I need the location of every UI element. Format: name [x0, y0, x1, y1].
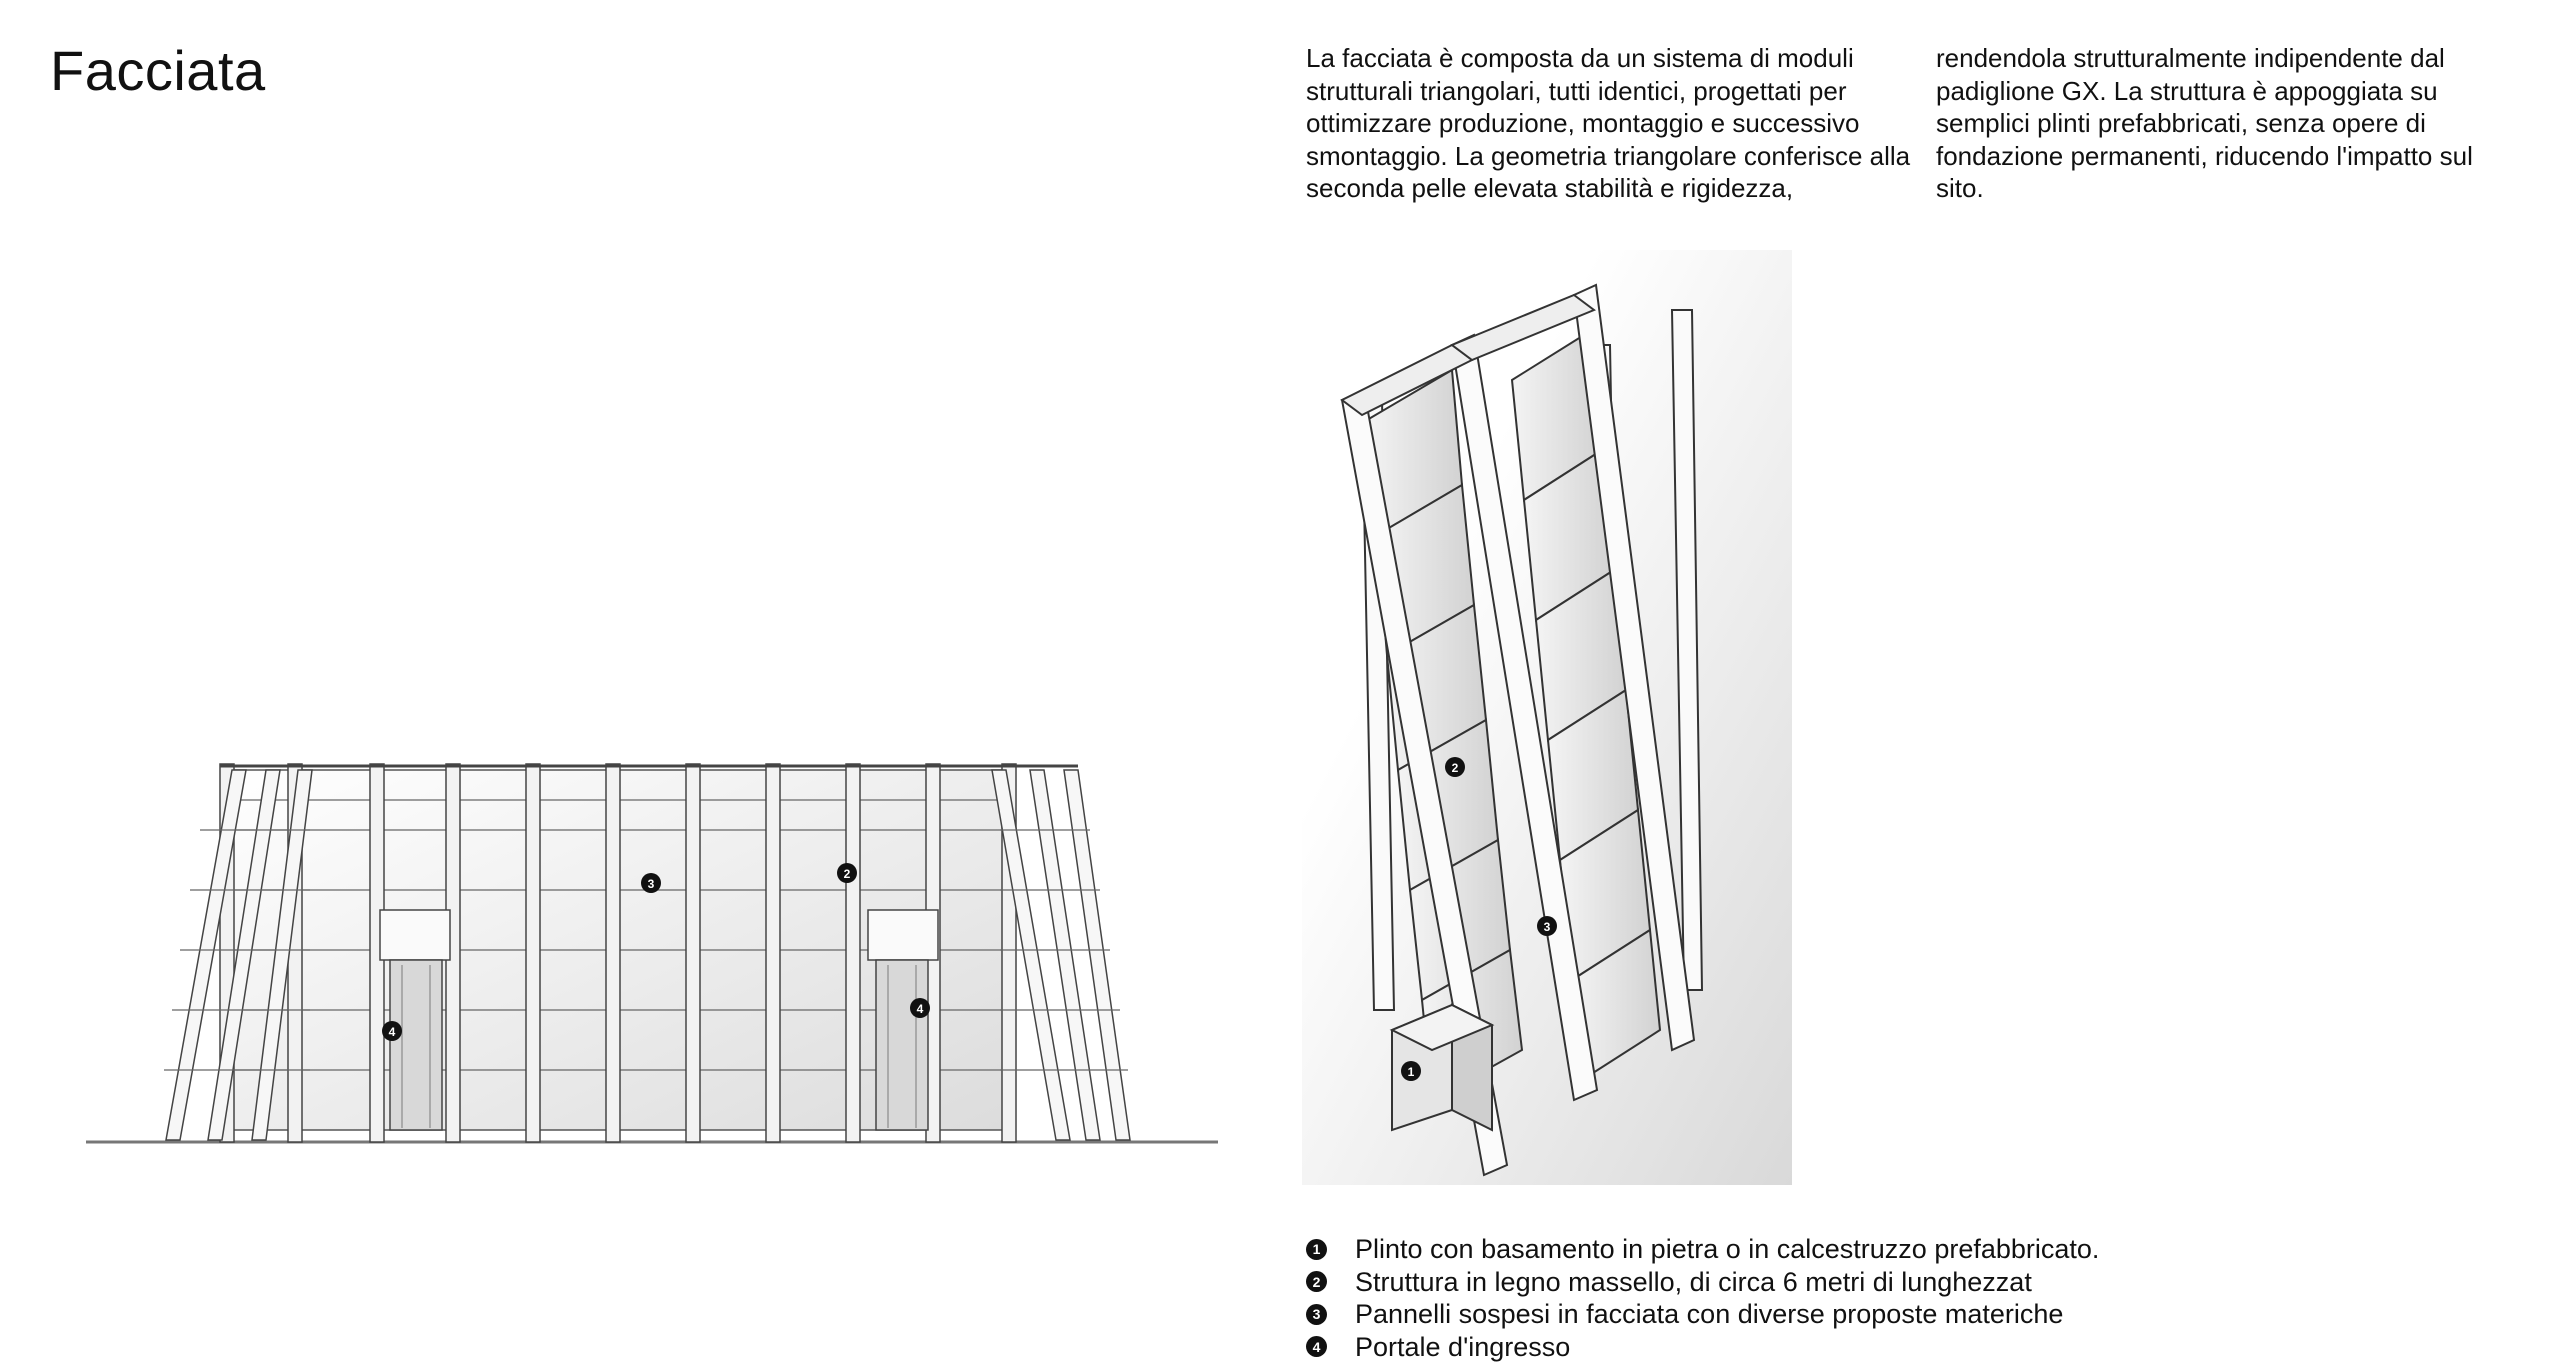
svg-text:3: 3 — [1544, 920, 1551, 934]
svg-text:4: 4 — [917, 1002, 924, 1016]
marker-2-elevation — [837, 863, 857, 883]
description-column-1: La facciata è composta da un sistema di moduli strutturali triangolari, tutti identici, progettati per ottimizzare produzione, montaggio e successivo smontaggio. La geometria triangolare conferisce alla seconda pelle elevata stabilità e rigidezza, — [1306, 42, 1916, 205]
legend-number-4: 4 — [1306, 1336, 1327, 1357]
marker-1-module — [1401, 1061, 1421, 1081]
description-column-2: rendendola strutturalmente indipendente dal padiglione GX. La struttura è appoggiata su semplici plinti prefabbricati, senza opere di fondazione permanenti, riducendo l'impatto sul sito. — [1936, 42, 2526, 205]
legend-item — [1306, 1331, 2099, 1363]
svg-text:2: 2 — [844, 867, 851, 881]
marker-3-elevation — [641, 873, 661, 893]
legend-item — [1306, 1233, 2099, 1266]
marker-3-module — [1537, 916, 1557, 936]
marker-4-elevation-left — [382, 1021, 402, 1041]
entrance-portal-left — [380, 910, 450, 1130]
legend-text: Plinto con basamento in pietra o in calcestruzzo prefabbricato. — [1355, 1233, 2099, 1266]
page-title: Facciata — [50, 38, 266, 103]
facade-elevation-drawing — [80, 750, 1230, 1150]
svg-text:1: 1 — [1408, 1065, 1415, 1079]
entrance-portal-right — [868, 910, 938, 1130]
structural-module-drawing — [1302, 250, 1792, 1185]
legend-text: Pannelli sospesi in facciata con diverse proposte materiche — [1355, 1298, 2063, 1331]
legend-item — [1306, 1298, 2099, 1331]
marker-4-elevation-right — [910, 998, 930, 1018]
legend-text: Struttura in legno massello, di circa 6 metri di lunghezzat — [1355, 1266, 2032, 1299]
svg-text:3: 3 — [648, 877, 655, 891]
legend-number-3: 3 — [1306, 1304, 1327, 1325]
marker-2-module — [1445, 757, 1465, 777]
svg-text:4: 4 — [389, 1025, 396, 1039]
svg-text:2: 2 — [1452, 761, 1459, 775]
legend-number-2: 2 — [1306, 1271, 1327, 1292]
legend-number-1: 1 — [1306, 1239, 1327, 1260]
legend-text: Portale d'ingresso — [1355, 1331, 1570, 1363]
legend-item — [1306, 1266, 2099, 1299]
legend-list — [1306, 1233, 2099, 1363]
